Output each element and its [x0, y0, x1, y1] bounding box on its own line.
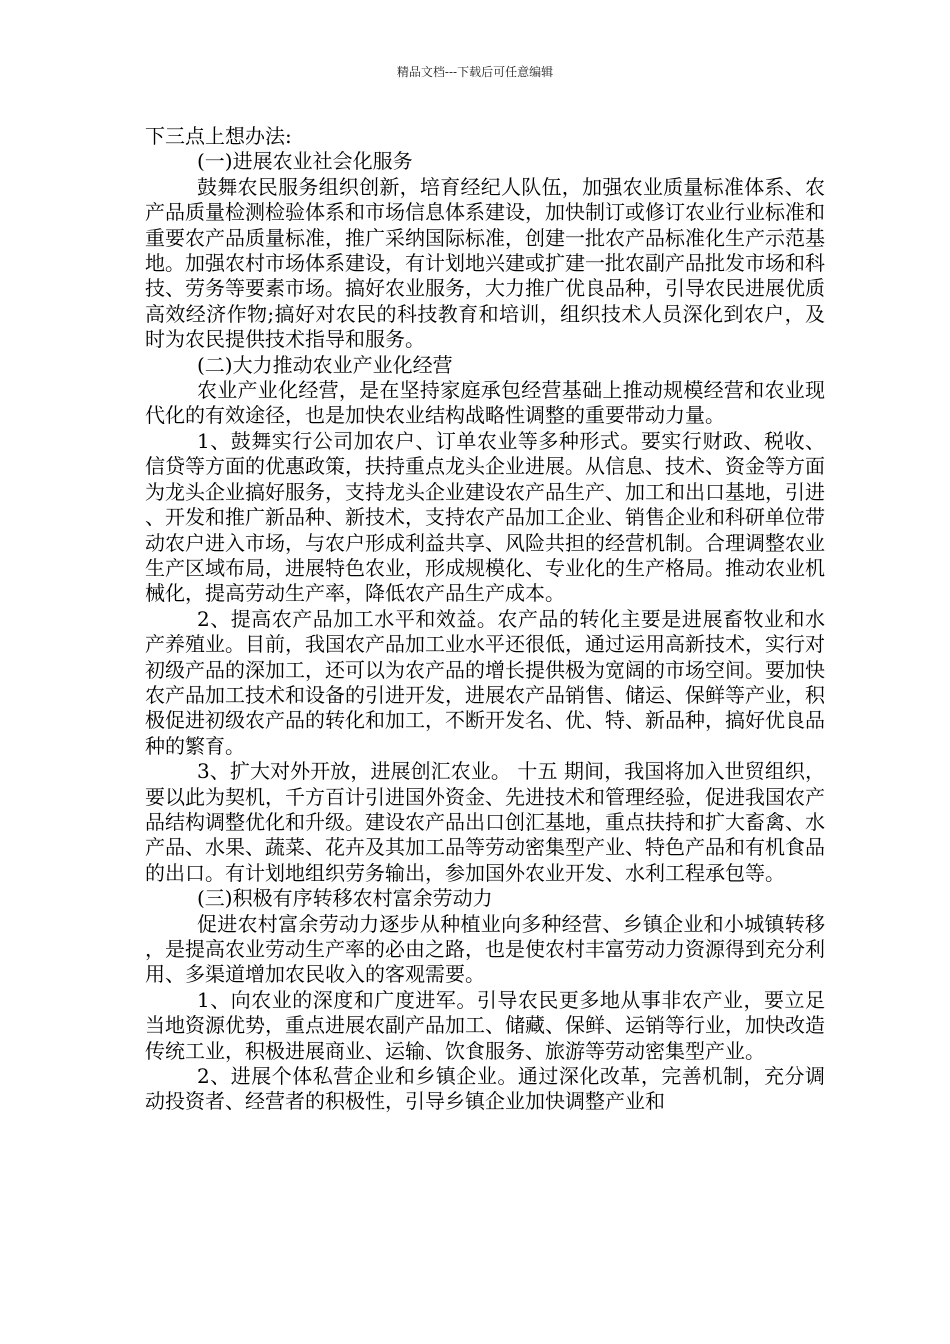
- paragraph: 2、提高农产品加工水平和效益。农产品的转化主要是进展畜牧业和水产养殖业。目前，我国农产品加工业水平还很低，通过运用高新技术，实行对初级产品的深加工，还可以为农产品的增长提供极为宽阔的市场空间。要加快农产品加工技术和设备的引进开发，进展农产品销售、储运、保鲜等产业，积极促进初级农产品的转化和加工，不断开发名、优、特、新品种，搞好优良品种的繁育。: [145, 606, 825, 758]
- paragraph: 1、鼓舞实行公司加农户、订单农业等多种形式。要实行财政、税收、信贷等方面的优惠政策，扶持重点龙头企业进展。从信息、技术、资金等方面为龙头企业搞好服务，支持龙头企业建设农产品生产、加工和出口基地，引进、开发和推广新品种、新技术，支持农产品加工企业、销售企业和科研单位带动农户进入市场，与农户形成利益共享、风险共担的经营机制。合理调整农业生产区域布局，进展特色农业，形成规模化、专业化的生产格局。推动农业机械化，提高劳动生产率，降低农产品生产成本。: [145, 428, 825, 606]
- section-heading: (一)进展农业社会化服务: [197, 149, 413, 174]
- paragraph: 2、进展个体私营企业和乡镇企业。通过深化改革，完善机制，充分调动投资者、经营者的积极性，引导乡镇企业加快调整产业和: [145, 1064, 825, 1114]
- paragraph: 农业产业化经营，是在坚持家庭承包经营基础上推动规模经营和农业现代化的有效途径，也是加快农业结构战略性调整的重要带动力量。: [145, 378, 825, 428]
- paragraph: 下三点上想办法:: [145, 124, 292, 148]
- paragraph: 鼓舞农民服务组织创新，培育经纪人队伍，加强农业质量标准体系、农产品质量检测检验体系和市场信息体系建设，加快制订或修订农业行业标准和重要农产品质量标准，推广采纳国际标准，创建一批农产品标准化生产示范基地。加强农村市场体系建设，有计划地兴建或扩建一批农副产品批发市场和科技、劳务等要素市场。搞好农业服务，大力推广优良品种，引导农民进展优质高效经济作物;搞好对农民的科技教育和培训，组织技术人员深化到农户，及时为农民提供技术指导和服务。: [145, 174, 825, 352]
- section-heading: (二)大力推动农业产业化经营: [197, 352, 453, 377]
- paragraph: 3、扩大对外开放，进展创汇农业。 十五 期间，我国将加入世贸组织，要以此为契机，千方百计引进国外资金、先进技术和管理经验，促进我国农产品结构调整优化和升级。建设农产品出口创汇基地，重点扶持和扩大畜禽、水产品、水果、蔬菜、花卉及其加工品等劳动密集型产业、特色产品和有机食品的出口。有计划地组织劳务输出，参加国外农业开发、水利工程承包等。: [145, 759, 825, 885]
- page-header: 精品文档---下载后可任意编辑: [396, 65, 554, 79]
- paragraph: 1、向农业的深度和广度进军。引导农民更多地从事非农产业，要立足当地资源优势，重点进展农副产品加工、储藏、保鲜、运销等行业，加快改造传统工业，积极进展商业、运输、饮食服务、旅游等劳动密集型产业。: [145, 987, 825, 1063]
- section-heading: (三)积极有序转移农村富余劳动力: [197, 886, 493, 911]
- paragraph: 促进农村富余劳动力逐步从种植业向多种经营、乡镇企业和小城镇转移，是提高农业劳动生产率的必由之路，也是使农村丰富劳动力资源得到充分利用、多渠道增加农民收入的客观需要。: [145, 911, 825, 987]
- document-body: [145, 124, 825, 1115]
